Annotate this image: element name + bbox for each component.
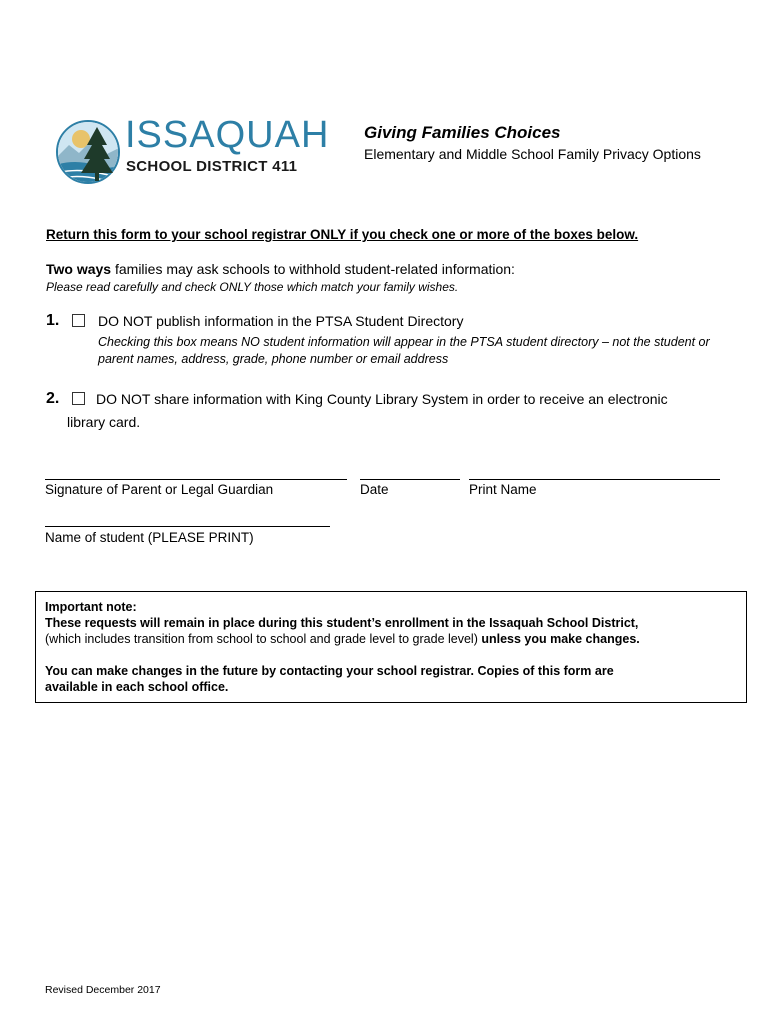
logo-wordmark: ISSAQUAH xyxy=(125,114,330,156)
student-name-label: Name of student (PLEASE PRINT) xyxy=(45,530,254,545)
date-line[interactable] xyxy=(360,479,460,480)
date-label: Date xyxy=(360,482,389,497)
district-logo xyxy=(55,112,330,192)
option-1-note: Checking this box means NO student information will appear in the PTSA student directory – not the student or parent names, address, grade, phone number or email address xyxy=(98,335,710,366)
signature-line[interactable] xyxy=(45,479,347,480)
note-line-2-bold: unless you make changes. xyxy=(481,632,640,646)
please-read-note: Please read carefully and check ONLY those which match your family wishes. xyxy=(46,280,459,294)
revision-date: Revised December 2017 xyxy=(45,984,161,996)
note-line-2 xyxy=(45,632,640,646)
print-name-line[interactable] xyxy=(469,479,720,480)
signature-label: Signature of Parent or Legal Guardian xyxy=(45,482,274,497)
return-instruction: Return this form to your school registrar ONLY if you check one or more of the boxes below. xyxy=(46,227,639,242)
option-2-number: 2. xyxy=(46,390,60,407)
note-line-1: These requests will remain in place during this student’s enrollment in the Issaquah School District, xyxy=(45,616,639,630)
option-1-checkbox[interactable] xyxy=(72,314,85,327)
intro-text xyxy=(46,261,515,277)
intro-lead: Two ways xyxy=(46,261,112,277)
district-emblem-icon xyxy=(55,115,121,189)
logo-subtitle: SCHOOL DISTRICT 411 xyxy=(126,158,298,175)
note-line-2-normal: (which includes transition from school to school and grade level to grade level) xyxy=(45,632,482,646)
note-line-4: available in each school office. xyxy=(45,680,229,694)
option-2-label: DO NOT share information with King County Library System in order to receive an electronic xyxy=(96,391,668,407)
option-1-number: 1. xyxy=(46,312,60,329)
note-heading: Important note: xyxy=(45,600,137,614)
option-2-label-continued: library card. xyxy=(67,414,141,430)
note-line-3: You can make changes in the future by contacting your school registrar. Copies of this form are xyxy=(45,664,614,678)
page-title: Giving Families Choices xyxy=(364,123,561,142)
option-1-label: DO NOT publish information in the PTSA Student Directory xyxy=(98,313,464,329)
page-subtitle: Elementary and Middle School Family Privacy Options xyxy=(364,146,701,162)
student-name-line[interactable] xyxy=(45,526,330,527)
option-2-checkbox[interactable] xyxy=(72,392,85,405)
print-name-label: Print Name xyxy=(469,482,537,497)
intro-rest: families may ask schools to withhold student-related information: xyxy=(111,261,515,277)
